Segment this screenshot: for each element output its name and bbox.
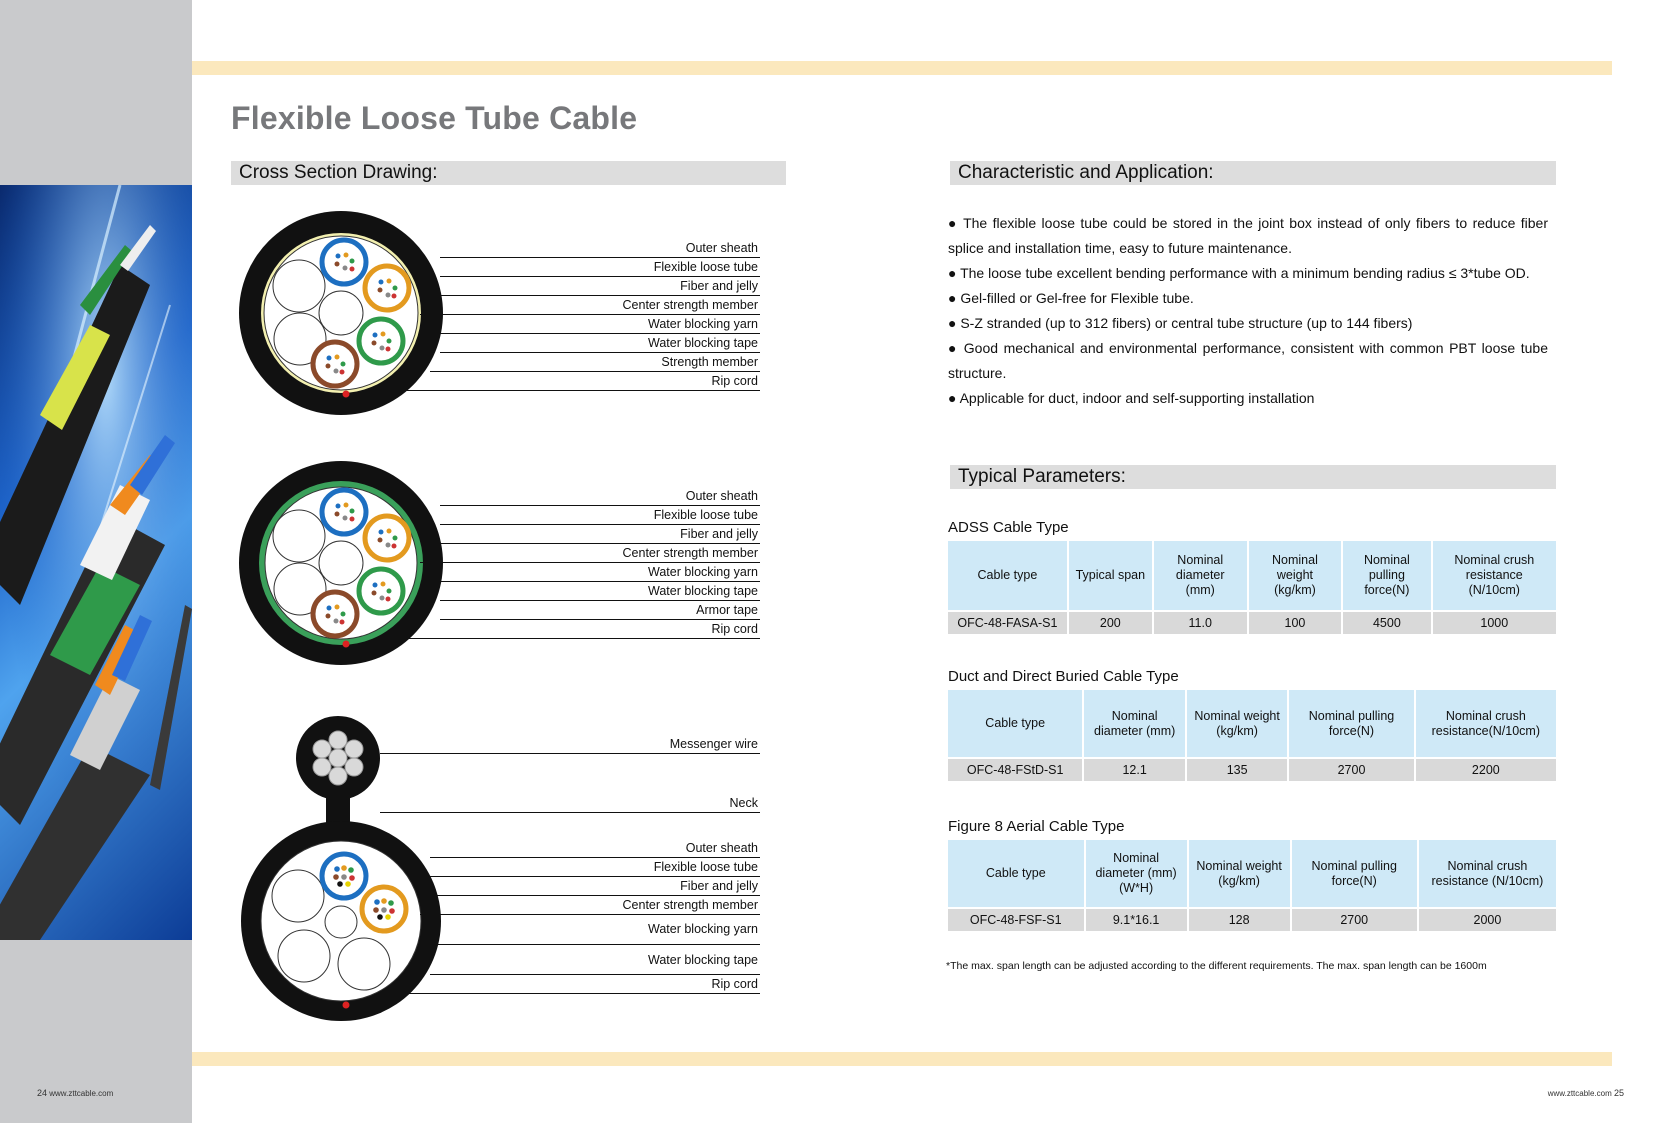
column-header: Nominal pulling force(N) — [1291, 840, 1418, 908]
table-cell: 100 — [1248, 611, 1343, 634]
callout-label: Fiber and jelly — [680, 527, 758, 541]
table-cell: OFC-48-FASA-S1 — [948, 611, 1068, 634]
footer-url-left: www.zttcable.com — [49, 1089, 114, 1098]
rip-cord-shape — [343, 641, 350, 648]
rip-cord-shape — [343, 1002, 350, 1009]
callout-label: Armor tape — [696, 603, 758, 617]
table-adss — [948, 541, 1558, 634]
table-fig8 — [948, 840, 1558, 931]
table-cell: OFC-48-FSF-S1 — [948, 908, 1085, 931]
column-header: Typical span — [1068, 541, 1153, 611]
callout-line — [400, 390, 760, 391]
column-header: Nominal diameter (mm) (W*H) — [1085, 840, 1188, 908]
cross-section-drawing-3 — [236, 716, 446, 1026]
section-cross-section: Cross Section Drawing: — [231, 161, 786, 185]
column-header: Nominal weight (kg/km) — [1188, 840, 1291, 908]
callout-label: Fiber and jelly — [680, 879, 758, 893]
table-title-fig8: Figure 8 Aerial Cable Type — [948, 818, 1125, 835]
table-cell: 2000 — [1418, 908, 1557, 931]
callout-label: Center strength member — [622, 898, 758, 912]
callout-label: Outer sheath — [685, 841, 758, 855]
column-header: Nominal diameter (mm) — [1083, 690, 1186, 758]
callout-line — [420, 562, 760, 563]
callout-label: Fiber and jelly — [680, 279, 758, 293]
center-strength-member-shape — [319, 541, 363, 585]
loose-tube-blue — [322, 240, 366, 284]
table-header-row — [948, 840, 1557, 908]
callout-line — [430, 543, 760, 544]
column-header: Nominal crush resistance(N/10cm) — [1415, 690, 1557, 758]
rip-cord-shape — [343, 391, 350, 398]
callout-line — [420, 914, 760, 915]
callout-line — [430, 876, 760, 877]
table-cell: 11.0 — [1153, 611, 1248, 634]
table-title-duct: Duct and Direct Buried Cable Type — [948, 668, 1179, 685]
cross-section-drawing-1 — [236, 208, 446, 418]
callout-label: Outer sheath — [685, 489, 758, 503]
column-header: Cable type — [948, 541, 1068, 611]
cross-section-drawing-2 — [236, 458, 446, 668]
table-cell: OFC-48-FStD-S1 — [948, 758, 1083, 781]
callout-label: Water blocking tape — [647, 584, 758, 598]
loose-tube-orange — [365, 266, 409, 310]
page-number-right: 25 — [1613, 1088, 1624, 1098]
column-header: Nominal diameter (mm) — [1153, 541, 1248, 611]
characteristic-item: ● Applicable for duct, indoor and self-supporting installation — [948, 390, 1315, 406]
callout-label: Water blocking tape — [647, 336, 758, 350]
table-row — [948, 908, 1557, 931]
callout-label: Center strength member — [622, 298, 758, 312]
table-row — [948, 611, 1557, 634]
section-parameters: Typical Parameters: — [950, 465, 1556, 489]
callout-label: Neck — [729, 796, 758, 810]
table-header-row — [948, 690, 1557, 758]
callout-label: Center strength member — [622, 546, 758, 560]
bottom-accent-stripe — [192, 1052, 1612, 1066]
callout-line — [440, 524, 760, 525]
callout-line — [440, 619, 760, 620]
callout-label: Flexible loose tube — [653, 860, 758, 874]
callout-line — [440, 505, 760, 506]
column-header: Nominal pulling force(N) — [1288, 690, 1414, 758]
characteristic-item: ● Gel-filled or Gel-free for Flexible tube. — [948, 290, 1194, 306]
column-header: Nominal crush resistance (N/10cm) — [1418, 840, 1557, 908]
cable-product-photo — [0, 185, 192, 940]
callout-line — [430, 295, 760, 296]
table-cell: 128 — [1188, 908, 1291, 931]
callout-label: Water blocking tape — [647, 953, 758, 967]
callout-line — [400, 638, 760, 639]
callout-label: Rip cord — [711, 977, 758, 991]
callout-label: Outer sheath — [685, 241, 758, 255]
page-title: Flexible Loose Tube Cable — [231, 100, 638, 136]
table-cell: 2200 — [1415, 758, 1557, 781]
table-header-row — [948, 541, 1557, 611]
callout-line — [380, 812, 760, 813]
characteristics-list — [948, 211, 1548, 411]
table-cell: 12.1 — [1083, 758, 1186, 781]
column-header: Nominal weight (kg/km) — [1248, 541, 1343, 611]
page-number-left: 24 — [37, 1088, 48, 1098]
callout-line — [430, 974, 760, 975]
callout-line — [440, 257, 760, 258]
top-accent-stripe — [192, 61, 1612, 75]
table-cell: 9.1*16.1 — [1085, 908, 1188, 931]
loose-tube-green — [359, 319, 403, 363]
footer-left — [37, 1088, 113, 1098]
table-cell: 200 — [1068, 611, 1153, 634]
callout-label: Strength member — [661, 355, 758, 369]
callout-line — [430, 371, 760, 372]
callout-line — [430, 895, 760, 896]
table-row — [948, 758, 1557, 781]
callout-label: Messenger wire — [669, 737, 758, 751]
table-title-adss: ADSS Cable Type — [948, 519, 1069, 536]
callout-line — [430, 333, 760, 334]
section-characteristic: Characteristic and Application: — [950, 161, 1556, 185]
callout-line — [430, 944, 760, 945]
callout-line — [430, 857, 760, 858]
loose-tube-brown — [313, 342, 357, 386]
callout-label: Water blocking yarn — [648, 565, 758, 579]
center-strength-member-shape — [325, 906, 357, 938]
column-header: Nominal weight (kg/km) — [1186, 690, 1288, 758]
table-cell: 1000 — [1432, 611, 1557, 634]
callout-line — [440, 352, 760, 353]
column-header: Nominal crush resistance (N/10cm) — [1432, 541, 1557, 611]
callout-label: Rip cord — [711, 374, 758, 388]
callout-line — [430, 581, 760, 582]
characteristic-item: ● The loose tube excellent bending performance with a minimum bending radius ≤ 3*tube OD. — [948, 265, 1530, 281]
cable-photo-illustration — [0, 185, 192, 940]
footer-url-right: www.zttcable.com — [1547, 1089, 1612, 1098]
callout-line — [440, 600, 760, 601]
table-cell: 2700 — [1291, 908, 1418, 931]
center-strength-member-shape — [319, 291, 363, 335]
characteristic-item: ● Good mechanical and environmental performance, consistent with common PBT loose tube structure. — [948, 340, 1548, 381]
callout-label: Water blocking yarn — [648, 922, 758, 936]
column-header: Cable type — [948, 690, 1083, 758]
callout-label: Flexible loose tube — [653, 508, 758, 522]
column-header: Cable type — [948, 840, 1085, 908]
footnote: *The max. span length can be adjusted according to the different requirements. The max. span length can be 1600m — [946, 960, 1487, 972]
table-duct — [948, 690, 1558, 781]
footer-right — [1548, 1088, 1624, 1098]
callout-line — [380, 753, 760, 754]
column-header: Nominal pulling force(N) — [1342, 541, 1431, 611]
characteristic-item: ● The flexible loose tube could be stored in the joint box instead of only fibers to reduce fiber splice and installation time, easy to future maintenance. — [948, 215, 1548, 256]
callout-line — [420, 314, 760, 315]
callout-label: Water blocking yarn — [648, 317, 758, 331]
table-cell: 4500 — [1342, 611, 1431, 634]
callout-line — [400, 993, 760, 994]
characteristic-item: ● S-Z stranded (up to 312 fibers) or central tube structure (up to 144 fibers) — [948, 315, 1413, 331]
callout-label: Rip cord — [711, 622, 758, 636]
table-cell: 135 — [1186, 758, 1288, 781]
callout-line — [440, 276, 760, 277]
callout-label: Flexible loose tube — [653, 260, 758, 274]
table-cell: 2700 — [1288, 758, 1414, 781]
